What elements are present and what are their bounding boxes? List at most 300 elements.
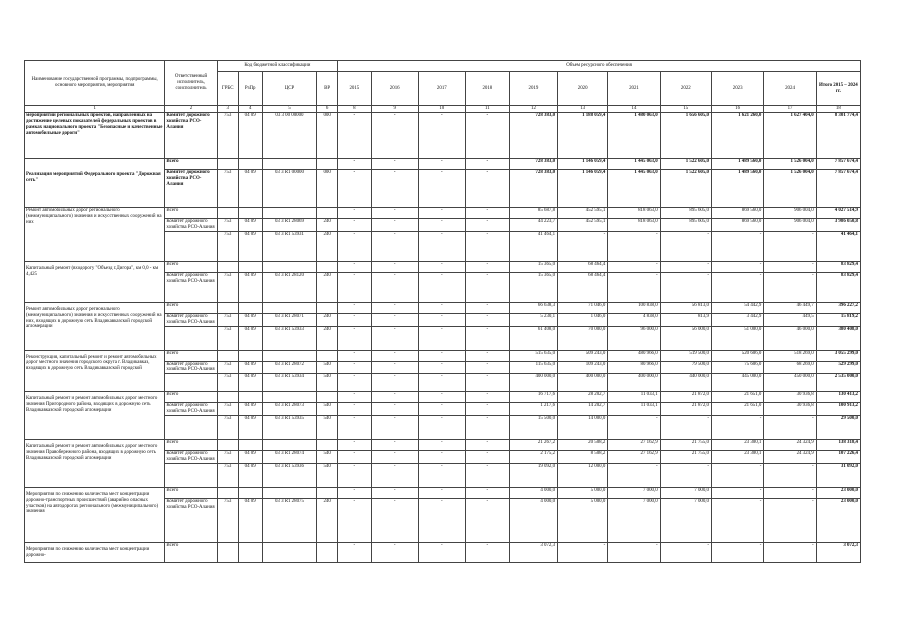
row-value: - (608, 261, 660, 272)
row-value: - (418, 440, 465, 451)
row-responsible: Всего (165, 392, 217, 403)
row-value: 7 000,0 (660, 498, 711, 542)
row-value: 23 300,1 (711, 451, 763, 464)
row-total: 3 055 299,0 (816, 350, 860, 361)
row-value: - (338, 113, 372, 159)
row-value: 4 838,0 (608, 313, 660, 326)
row-value: - (418, 463, 465, 487)
row-name: Капитальный ремонт и ремонт автомобильных дорог местного значения Правобережного района, входящих в дорожную сеть Владикавказской городской агломерации (25, 440, 165, 488)
row-value: - (465, 403, 509, 416)
row-value: - (465, 463, 509, 487)
row-value: 54 442,9 (711, 302, 763, 313)
row-value: - (465, 219, 509, 232)
row-value: - (338, 231, 372, 261)
row-value: - (338, 374, 372, 392)
row-value: 56 000,0 (660, 326, 711, 350)
row-value: - (418, 272, 465, 302)
row-total: 2 535 000,0 (816, 374, 860, 392)
row-rzpr: 04 09 (238, 463, 262, 487)
row-rzpr: 04 09 (238, 219, 262, 232)
row-grbs (217, 542, 238, 562)
row-value: - (711, 498, 763, 542)
row-csr: 03 3 R1 28072 (262, 361, 316, 374)
row-total: 3 986 050,8 (816, 219, 860, 232)
row-value: - (338, 272, 372, 302)
row-grbs: 753 (217, 170, 238, 208)
row-vr: 540 (317, 463, 338, 487)
row-value: 400 000,0 (558, 374, 608, 392)
row-value: 520 606,0 (711, 350, 763, 361)
row-rzpr: 04 09 (238, 326, 262, 350)
row-value: 7 000,0 (660, 487, 711, 498)
row-value: - (338, 208, 372, 219)
row-value: 15 500,0 (509, 416, 557, 440)
row-value: 21 755,0 (660, 451, 711, 464)
row-csr (262, 440, 316, 451)
row-value: - (371, 451, 418, 464)
row-responsible: Комитет дорожного хозяйства РСО-Алания (165, 403, 217, 416)
header-csr: ЦСР (262, 72, 316, 106)
row-value: - (418, 392, 465, 403)
header-grbs: ГРБС (217, 72, 238, 106)
row-value: - (371, 403, 418, 416)
header-name: Наименование государственной программы, подпрограммы, основного мероприятия, мероприятия (25, 61, 165, 106)
row-total: 100 913,2 (816, 403, 860, 416)
row-grbs: 753 (217, 374, 238, 392)
row-value: 1 146 059,4 (558, 170, 608, 208)
row-total: 7 857 674,4 (816, 159, 860, 170)
row-value: 440 000,0 (660, 374, 711, 392)
row-value: 46 449,7 (764, 302, 816, 313)
row-responsible: Всего (165, 261, 217, 272)
row-responsible (165, 326, 217, 350)
row-value: - (338, 451, 372, 464)
row-value: - (711, 261, 763, 272)
row-value: - (418, 170, 465, 208)
column-index: 17 (764, 106, 816, 113)
row-value: 515 635,0 (509, 350, 557, 361)
row-csr (262, 302, 316, 313)
row-vr: 540 (317, 374, 338, 392)
row-csr: 03 3 R1 53933 (262, 326, 316, 350)
row-value: - (371, 361, 418, 374)
row-grbs: 753 (217, 219, 238, 232)
row-value: 480 966,0 (608, 350, 660, 361)
column-index: 3 (217, 106, 238, 113)
row-value: 445 000,0 (711, 374, 763, 392)
row-value: 30 936,8 (764, 392, 816, 403)
row-value: 28 202,7 (558, 392, 608, 403)
row-value: 14 000,0 (558, 416, 608, 440)
row-value: 1 480 063,0 (608, 113, 660, 159)
row-value: - (764, 542, 816, 562)
row-value: - (608, 416, 660, 440)
row-responsible (165, 231, 217, 261)
row-value: 79 500,0 (660, 361, 711, 374)
row-value: - (608, 463, 660, 487)
row-name: Ремонт автомобильных дорог регионального (межмуниципального) значения и искусственных сооружений на них (25, 208, 165, 262)
row-value: - (465, 487, 509, 498)
row-value: 8 508,2 (558, 451, 608, 464)
row-value: - (418, 487, 465, 498)
row-value: - (764, 261, 816, 272)
row-rzpr: 04 09 (238, 498, 262, 542)
row-rzpr (238, 440, 262, 451)
row-value: - (338, 302, 372, 313)
row-value: 96 000,0 (608, 326, 660, 350)
row-vr: 240 (317, 498, 338, 542)
row-value: 11 033,1 (608, 392, 660, 403)
row-value: 1 522 605,0 (660, 170, 711, 208)
row-value: 449,5 (764, 313, 816, 326)
row-value: - (371, 231, 418, 261)
row-value: 24 324,9 (764, 451, 816, 464)
row-rzpr (238, 302, 262, 313)
row-value: 68 269,0 (764, 361, 816, 374)
row-total: 529 299,0 (816, 361, 860, 374)
row-value: 100 838,0 (608, 302, 660, 313)
row-value: - (660, 272, 711, 302)
row-value: - (418, 219, 465, 232)
row-value: 85 687,8 (509, 208, 557, 219)
row-value: 1 627 404,0 (764, 113, 816, 159)
row-value: 1 445 063,0 (608, 170, 660, 208)
row-value: - (338, 463, 372, 487)
row-value: - (465, 374, 509, 392)
header-year: 2015 (338, 72, 372, 106)
column-index: 15 (660, 106, 711, 113)
row-rzpr: 04 09 (238, 403, 262, 416)
table-row (25, 302, 861, 313)
column-index: 13 (558, 106, 608, 113)
row-rzpr (238, 392, 262, 403)
row-csr: 03 3 R1 28073 (262, 403, 316, 416)
row-value: 906 004,0 (764, 219, 816, 232)
row-value: - (660, 261, 711, 272)
row-responsible (165, 463, 217, 487)
row-vr: 240 (317, 231, 338, 261)
row-value: 1 146 059,4 (558, 159, 608, 170)
row-value: 7 000,0 (608, 498, 660, 542)
row-rzpr (238, 208, 262, 219)
row-value: - (465, 159, 509, 170)
row-value: - (465, 231, 509, 261)
row-value: - (608, 542, 660, 562)
row-value: 21 872,0 (660, 403, 711, 416)
row-vr (317, 487, 338, 498)
table-row (25, 440, 861, 451)
row-value: 1 445 063,0 (608, 159, 660, 170)
row-csr: 03 3 R1 53931 (262, 231, 316, 261)
row-csr (262, 350, 316, 361)
header-year: 2023 (711, 72, 763, 106)
row-value: - (418, 403, 465, 416)
header-year: 2018 (465, 72, 509, 106)
row-csr (262, 392, 316, 403)
row-value: - (465, 113, 509, 159)
row-total: 31 092,0 (816, 463, 860, 487)
row-value: - (418, 416, 465, 440)
row-responsible: Всего (165, 487, 217, 498)
row-vr: 540 (317, 416, 338, 440)
row-value: - (371, 313, 418, 326)
row-value: - (558, 542, 608, 562)
table-row (25, 350, 861, 361)
row-value: 115 635,0 (509, 361, 557, 374)
row-value: 4 000,0 (509, 487, 557, 498)
row-value: - (338, 392, 372, 403)
row-value: 24 324,9 (764, 440, 816, 451)
header-vr: ВР (317, 72, 338, 106)
row-vr: 240 (317, 272, 338, 302)
header-year: 2017 (418, 72, 465, 106)
row-value: 1 489 560,0 (711, 159, 763, 170)
row-value: 11 033,1 (608, 403, 660, 416)
row-vr (317, 208, 338, 219)
header-year: 2021 (608, 72, 660, 106)
row-value: 21 872,0 (660, 392, 711, 403)
row-vr (317, 261, 338, 272)
row-value: 51 000,0 (711, 326, 763, 350)
row-value: - (558, 231, 608, 261)
row-value: 818 063,0 (608, 219, 660, 232)
row-value: 728 383,0 (509, 113, 557, 159)
row-value: 46 000,0 (764, 326, 816, 350)
header-year: 2020 (558, 72, 608, 106)
row-value: 1 656 605,0 (660, 113, 711, 159)
column-index: 1 (25, 106, 165, 113)
column-index: 16 (711, 106, 763, 113)
row-value: - (371, 350, 418, 361)
row-vr (317, 350, 338, 361)
row-grbs: 753 (217, 416, 238, 440)
row-value: - (371, 326, 418, 350)
row-responsible: Всего (165, 542, 217, 562)
row-value: 3 072,3 (509, 542, 557, 562)
row-value: - (418, 113, 465, 159)
column-index: 18 (816, 106, 860, 113)
row-value: 23 300,1 (711, 440, 763, 451)
row-grbs (217, 159, 238, 170)
row-value: - (418, 451, 465, 464)
row-rzpr: 04 09 (238, 416, 262, 440)
row-name: Ремонт автомобильных дорог регионального (межмуниципального) значения и искусственных сооружений на них, входящих в дорожную сеть Владикавказской городской агломерации (25, 302, 165, 350)
row-total: 83 829,4 (816, 272, 860, 302)
row-value: - (418, 350, 465, 361)
row-responsible: Комитет дорожного хозяйства РСО-Алания (165, 272, 217, 302)
row-value: 16 717,6 (509, 392, 557, 403)
row-rzpr: 04 09 (238, 231, 262, 261)
row-csr: 03 3 R1 53935 (262, 416, 316, 440)
row-value: - (711, 487, 763, 498)
row-value: 15 365,0 (509, 272, 557, 302)
row-value: 1 522 605,0 (660, 159, 711, 170)
row-value: 15 365,0 (509, 261, 557, 272)
row-rzpr: 04 09 (238, 272, 262, 302)
row-value: - (371, 208, 418, 219)
row-total: 396 227,2 (816, 302, 860, 313)
header-year: 2016 (371, 72, 418, 106)
row-value: 1 526 004,0 (764, 170, 816, 208)
row-value: - (338, 261, 372, 272)
row-vr (317, 440, 338, 451)
row-total: 3 072,3 (816, 542, 860, 562)
row-rzpr (238, 542, 262, 562)
row-value: - (418, 302, 465, 313)
row-vr (317, 542, 338, 562)
row-value: - (371, 219, 418, 232)
row-grbs: 753 (217, 272, 238, 302)
row-value: - (465, 170, 509, 208)
row-csr: 03 3 R1 53934 (262, 374, 316, 392)
row-value: 400 000,0 (608, 374, 660, 392)
row-csr (262, 542, 316, 562)
row-value: - (465, 416, 509, 440)
row-value: - (371, 416, 418, 440)
row-value: 80 966,0 (608, 361, 660, 374)
row-value: - (660, 542, 711, 562)
header-year: 2019 (509, 72, 557, 106)
row-total: 41 464,1 (816, 231, 860, 261)
row-total: 4 027 514,9 (816, 208, 860, 219)
row-value: 21 267,2 (509, 440, 557, 451)
row-responsible: Комитет дорожного хозяйства РСО-Алания (165, 361, 217, 374)
row-grbs: 753 (217, 361, 238, 374)
row-value: - (418, 261, 465, 272)
row-csr: 03 3 R1 28074 (262, 451, 316, 464)
row-name: мероприятий региональных проектов, направленных на достижение целевых показателей федеральных проектов в рамках национального проекта "Безопасные и качественные автомобильные дороги" (25, 113, 165, 159)
row-value: - (371, 159, 418, 170)
row-value: - (338, 170, 372, 208)
row-value: 56 813,0 (660, 302, 711, 313)
row-value: - (711, 231, 763, 261)
row-value: - (338, 542, 372, 562)
row-vr: 540 (317, 361, 338, 374)
table-row (25, 208, 861, 219)
row-rzpr: 04 09 (238, 170, 262, 208)
row-grbs: 753 (217, 498, 238, 542)
row-csr: 03 3 R1 28069 (262, 219, 316, 232)
row-value: 44 223,7 (509, 219, 557, 232)
column-index: 10 (418, 106, 465, 113)
row-total: 7 857 674,4 (816, 170, 860, 208)
row-value: 27 162,9 (608, 440, 660, 451)
row-value: - (418, 159, 465, 170)
row-vr (317, 392, 338, 403)
row-rzpr (238, 350, 262, 361)
row-vr (317, 302, 338, 313)
table-row (25, 487, 861, 498)
row-value: 21 651,0 (711, 403, 763, 416)
row-grbs (217, 302, 238, 313)
row-csr: 03 3 R1 28120 (262, 272, 316, 302)
row-responsible: Всего (165, 302, 217, 313)
row-grbs: 753 (217, 403, 238, 416)
row-value: 70 000,0 (558, 326, 608, 350)
row-rzpr: 04 09 (238, 113, 262, 159)
row-responsible: Комитет дорожного хозяйства РСО-Алания (165, 313, 217, 326)
row-value: 1 217,6 (509, 403, 557, 416)
row-value: 71 046,0 (558, 302, 608, 313)
row-total: 29 500,0 (816, 416, 860, 440)
row-value: 400 000,0 (509, 374, 557, 392)
row-value: - (418, 361, 465, 374)
row-value: - (338, 159, 372, 170)
row-grbs (217, 208, 238, 219)
row-responsible: Всего (165, 159, 217, 170)
row-value: - (608, 272, 660, 302)
row-value: 1 046,0 (558, 313, 608, 326)
row-value: 728 383,0 (509, 159, 557, 170)
row-csr: 03 3 R1 28075 (262, 498, 316, 542)
row-value: - (338, 219, 372, 232)
header-year: 2024 (764, 72, 816, 106)
row-value: 109 243,0 (558, 361, 608, 374)
row-csr: 03 3 R1 00000 (262, 170, 316, 208)
row-value: - (371, 440, 418, 451)
table-row (25, 392, 861, 403)
row-value: 12 000,0 (558, 463, 608, 487)
header-row-1 (25, 61, 861, 72)
row-value: - (338, 350, 372, 361)
row-value: 7 000,0 (608, 487, 660, 498)
row-vr: 540 (317, 451, 338, 464)
row-value: - (371, 463, 418, 487)
row-vr: 240 (317, 219, 338, 232)
header-year: 2022 (660, 72, 711, 106)
row-value: 21 651,0 (711, 392, 763, 403)
row-grbs (217, 261, 238, 272)
row-value: 4 000,0 (509, 498, 557, 542)
row-value: 519 500,0 (660, 350, 711, 361)
row-responsible (165, 374, 217, 392)
row-value: - (371, 542, 418, 562)
column-index: 14 (608, 106, 660, 113)
row-value: 450 000,0 (764, 374, 816, 392)
row-value: 728 383,0 (509, 170, 557, 208)
table-row (25, 542, 861, 562)
row-value: - (465, 261, 509, 272)
row-value: - (371, 113, 418, 159)
row-value: - (338, 416, 372, 440)
row-rzpr (238, 261, 262, 272)
row-rzpr: 04 09 (238, 451, 262, 464)
row-value: - (764, 231, 816, 261)
row-value: - (465, 440, 509, 451)
row-value: 1 526 004,0 (764, 159, 816, 170)
row-total: 23 000,0 (816, 498, 860, 542)
row-grbs: 753 (217, 326, 238, 350)
column-index: 4 (238, 106, 262, 113)
row-value: 41 464,1 (509, 231, 557, 261)
row-total: 83 829,4 (816, 261, 860, 272)
header-rzpr: РзПр (238, 72, 262, 106)
row-responsible (165, 416, 217, 440)
row-value: - (371, 498, 418, 542)
row-vr: 240 (317, 313, 338, 326)
row-rzpr (238, 487, 262, 498)
table-body (25, 106, 861, 563)
row-name: Реконструкция, капитальный ремонт и ремонт автомобильных дорог местного значения городского округа г. Владикавказ, входящих в дорожную сеть Владикавказской городской (25, 350, 165, 392)
row-value: - (465, 542, 509, 562)
row-grbs (217, 440, 238, 451)
row-vr (317, 159, 338, 170)
row-value: - (465, 272, 509, 302)
row-value: - (660, 416, 711, 440)
row-responsible: Комитет дорожного хозяйства РСО-Алания (165, 170, 217, 208)
row-value: 1 489 560,0 (711, 170, 763, 208)
row-grbs (217, 392, 238, 403)
